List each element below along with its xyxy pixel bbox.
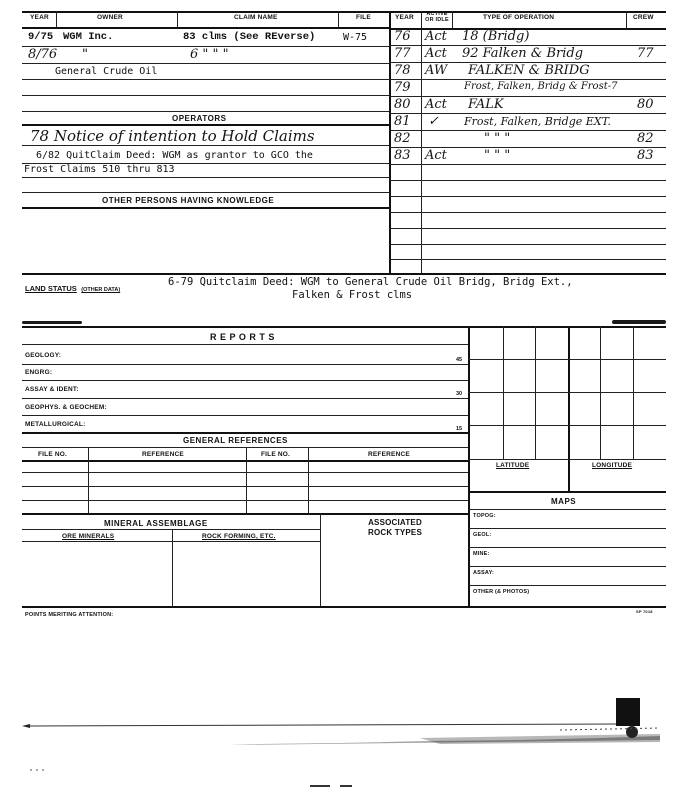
operation-year: 76 — [394, 29, 411, 44]
ref-col-reference-1: REFERENCE — [142, 451, 184, 458]
operation-type: FALK — [468, 97, 504, 112]
operation-status: ✓ — [428, 114, 439, 129]
ownership-row-2-owner: " — [82, 47, 88, 62]
scan-mark-right — [612, 320, 666, 324]
operators-line-1: 78 Notice of intention to Hold Claims — [30, 127, 315, 145]
operation-year: 79 — [394, 80, 411, 95]
operation-type: " " " — [484, 131, 511, 146]
header-owner: OWNER — [97, 14, 123, 21]
header-crew: CREW — [633, 14, 654, 21]
header-active-or-idle: ACTIVE OR IDLE — [425, 11, 449, 23]
operation-type: Frost, Falken, Bridg & Frost-7 — [464, 81, 618, 92]
operation-type: 92 Falken & Bridg — [462, 46, 584, 61]
report-metallurgical: METALLURGICAL: — [25, 421, 86, 428]
header-claim-name: CLAIM NAME — [234, 14, 278, 21]
header-year-2: YEAR — [395, 14, 414, 21]
general-references-title: GENERAL REFERENCES — [183, 436, 288, 445]
operators-line-3: Frost Claims 510 thru 813 — [24, 164, 175, 175]
operation-year: 80 — [394, 97, 411, 112]
ownership-row-2-year: 8/76 — [28, 47, 58, 62]
operators-line-2: 6/82 QuitClaim Deed: WGM as grantor to GCO the — [36, 150, 313, 161]
report-assay-num: 30 — [456, 391, 463, 397]
land-status-line-2: Falken & Frost clms — [292, 289, 413, 301]
header-file: FILE — [356, 14, 371, 21]
operation-status: Act — [425, 46, 447, 61]
points-meriting-attention-label: POINTS MERITING ATTENTION: — [25, 612, 114, 618]
ownership-row-1-claim: 83 clms (See REverse) — [183, 31, 316, 43]
operation-year: 81 — [394, 114, 411, 129]
operation-status: Act — [425, 148, 447, 163]
operation-type: Frost, Falken, Bridge EXT. — [464, 115, 611, 128]
reports-title: R E P O R T S — [210, 332, 275, 342]
land-status-line-1: 6-79 Quitclaim Deed: WGM to General Crude Oil Bridg, Bridg Ext., — [168, 276, 573, 288]
map-topog: TOPOG: — [473, 513, 496, 519]
longitude-label: LONGITUDE — [592, 462, 633, 469]
ownership-row-1-file: W-75 — [343, 32, 368, 43]
rock-forming-label: ROCK FORMING, ETC. — [202, 533, 276, 540]
mineral-assemblage-title: MINERAL ASSEMBLAGE — [104, 519, 208, 528]
scan-artifact-graphic — [0, 690, 678, 809]
report-assay: ASSAY & IDENT: — [25, 386, 79, 393]
report-geology-num: 45 — [456, 357, 463, 363]
operation-year: 77 — [394, 46, 411, 61]
report-metallurgical-num: 15 — [456, 426, 463, 432]
operation-crew: 83 — [637, 148, 654, 163]
operation-year: 82 — [394, 131, 411, 146]
map-assay: ASSAY: — [473, 570, 495, 576]
operation-crew: 80 — [637, 97, 654, 112]
map-other: OTHER (& PHOTOS) — [473, 589, 530, 595]
ownership-row-1-owner: WGM Inc. — [63, 31, 114, 43]
ref-col-reference-2: REFERENCE — [368, 451, 410, 458]
map-mine: MINE: — [473, 551, 490, 557]
ore-minerals-label: ORE MINERALS — [62, 533, 115, 540]
latitude-label: LATITUDE — [496, 462, 530, 469]
ownership-row-2-claim: 6 " " " — [190, 47, 229, 62]
header-year: YEAR — [30, 14, 49, 21]
operation-crew: 82 — [637, 131, 654, 146]
report-engrg: ENGRG: — [25, 369, 53, 376]
report-geophys: GEOPHYS. & GEOCHEM: — [25, 404, 107, 411]
operation-type: " " " — [484, 148, 511, 163]
operation-status: Act — [425, 29, 447, 44]
scan-mark-left — [22, 321, 82, 324]
operation-crew: 77 — [637, 46, 654, 61]
operation-year: 78 — [394, 63, 411, 78]
maps-title: MAPS — [551, 497, 577, 506]
ref-col-file-no-1: FILE NO. — [38, 451, 68, 458]
associated-rock-types-label: ASSOCIATED ROCK TYPES — [367, 518, 422, 537]
report-geology: GEOLOGY: — [25, 352, 62, 359]
operation-type: FALKEN & BRIDG — [468, 63, 590, 78]
header-type-of-operation: TYPE OF OPERATION — [483, 14, 555, 21]
operation-type: 18 (Bridg) — [462, 29, 530, 44]
map-geol: GEOL: — [473, 532, 492, 538]
operation-year: 83 — [394, 148, 411, 163]
ownership-row-3-owner: General Crude Oil — [55, 66, 158, 77]
other-persons-label: OTHER PERSONS HAVING KNOWLEDGE — [102, 196, 275, 205]
operation-status: AW — [425, 63, 448, 78]
operation-status: Act — [425, 97, 447, 112]
ref-col-file-no-2: FILE NO. — [261, 451, 291, 458]
land-status-label: LAND STATUS (OTHER DATA) — [25, 284, 121, 293]
operators-label: OPERATORS — [172, 114, 227, 123]
ownership-row-1-year: 9/75 — [28, 31, 54, 43]
form-number: SP 7018 — [636, 609, 653, 614]
